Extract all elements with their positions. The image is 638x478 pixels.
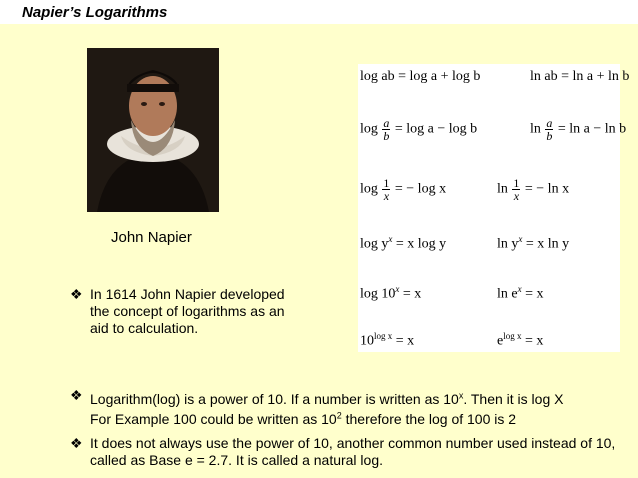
formula-ln-power (497, 234, 569, 253)
formula-head: log (360, 181, 378, 197)
fraction (512, 177, 520, 202)
portrait-illustration (87, 48, 219, 212)
numerator: 1 (383, 176, 390, 190)
line-1-text: Logarithm(log) is a power of 10. If a number is written as 10 (90, 390, 459, 407)
formula-head: 10 (360, 333, 374, 349)
bullet-natural-log (70, 435, 620, 469)
formula-head: log (360, 121, 378, 137)
formula-exponent: x (388, 234, 393, 244)
formula-log-quotient (360, 117, 477, 142)
john-napier-portrait (87, 48, 219, 212)
formula-exponent: x (517, 284, 522, 294)
formula-head: ln (497, 181, 508, 197)
bullet-diamond-icon: ❖ (70, 286, 83, 302)
fraction (545, 117, 553, 142)
formula-log-inverse (360, 331, 414, 350)
formula-tail: = x (521, 286, 544, 302)
denominator: b (383, 129, 390, 143)
formula-ln-reciprocal (497, 177, 569, 202)
numerator: 1 (513, 176, 520, 190)
formula-tail: = − ln x (524, 181, 570, 197)
formula-head: log y (360, 236, 389, 252)
bullet-line-1 (90, 391, 563, 407)
formula-ln-quotient (530, 117, 626, 142)
formula-log-base-power (360, 284, 421, 303)
bullet-text: It does not always use the power of 10, another common number used instead of 10, called as Base e = 2.7. It is called a natural log. (90, 435, 616, 468)
formula-ln-product: ln ab = ln a + ln b (530, 69, 630, 84)
bullet-napier-history (70, 286, 290, 337)
formula-ln-inverse (497, 331, 543, 350)
formula-tail: = x (399, 286, 422, 302)
portrait-caption: John Napier (111, 229, 192, 246)
formula-tail: = x log y (392, 236, 447, 252)
formula-head: log 10 (360, 286, 396, 302)
formula-log-power (360, 234, 446, 253)
formula-tail: = x ln y (522, 236, 570, 252)
formula-head: ln (530, 121, 541, 137)
formula-exponent: x (518, 234, 523, 244)
numerator: a (546, 116, 553, 130)
denominator: x (383, 189, 390, 203)
formula-log-reciprocal (360, 177, 446, 202)
formula-head: ln e (497, 286, 518, 302)
formula-exponent: log x (374, 331, 393, 341)
formula-exponent: log x (503, 331, 522, 341)
bullet-line-2 (90, 411, 516, 427)
line-2-tail: therefore the log of 100 is 2 (341, 411, 517, 428)
formula-tail: = x (521, 333, 544, 349)
formula-panel (358, 64, 620, 352)
formula-tail: = − log x (394, 181, 447, 197)
bullet-text: In 1614 John Napier developed the concept of logarithms as an aid to calculation. (90, 286, 285, 336)
bullet-text (70, 387, 620, 428)
formula-ln-base-power (497, 284, 544, 303)
numerator: a (383, 116, 390, 130)
formula-tail: = x (392, 333, 415, 349)
slide-title: Napier’s Logarithms (22, 4, 168, 21)
fraction (382, 177, 390, 202)
formula-tail: = ln a − ln b (557, 121, 627, 137)
line-2-text: For Example 100 could be written as 10 (90, 411, 337, 428)
formula-exponent: x (395, 284, 400, 294)
bullet-diamond-icon: ❖ (70, 435, 83, 451)
formula-head: e (497, 333, 504, 349)
formula-head: ln y (497, 236, 519, 252)
fraction (382, 117, 390, 142)
denominator: b (546, 129, 553, 143)
bullet-logarithm-definition (70, 387, 620, 428)
bullet-diamond-icon: ❖ (70, 387, 83, 403)
line-2-superscript: 2 (336, 410, 342, 421)
formula-log-product: log ab = log a + log b (360, 69, 481, 84)
line-1-superscript: x (458, 390, 464, 400)
line-1-tail: . Then it is log X (463, 390, 564, 407)
denominator: x (513, 189, 520, 203)
formula-tail: = log a − log b (394, 121, 478, 137)
